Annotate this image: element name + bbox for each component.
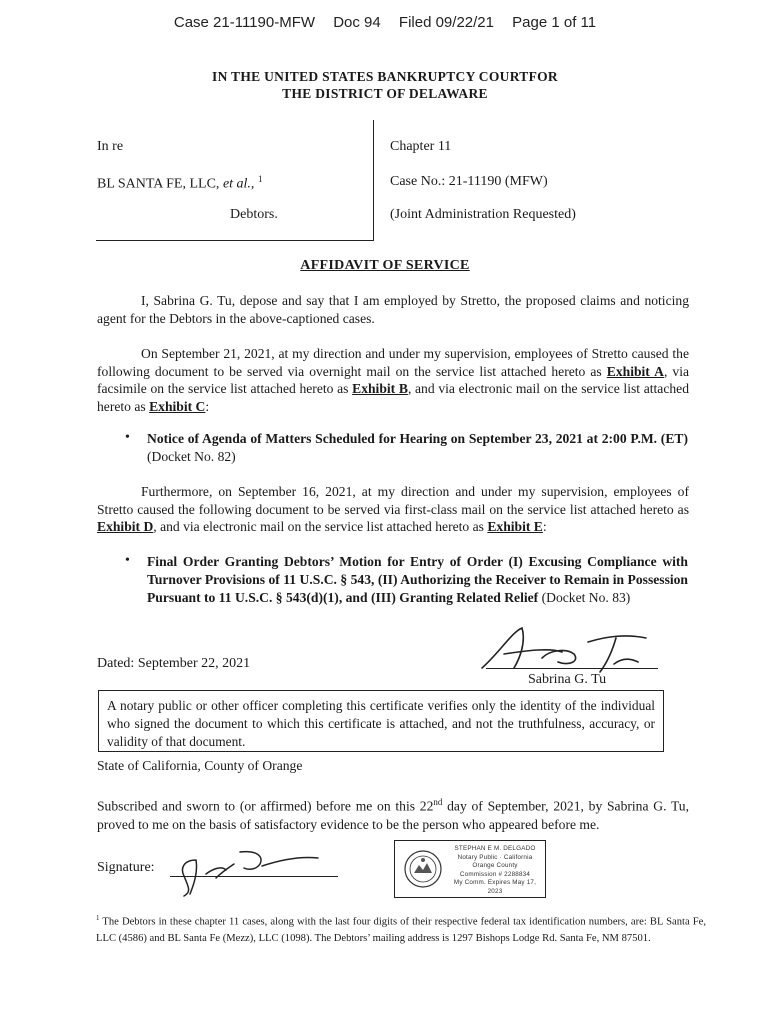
bullet-1-title: Notice of Agenda of Matters Scheduled for Hearing on September 23, 2021 at 2:00 P.M. (ET) [147,431,688,446]
paragraph-3 [97,483,689,536]
bullet-1-docket: (Docket No. 82) [147,449,236,464]
paragraph-1-text: I, Sabrina G. Tu, depose and say that I am employed by Stretto, the proposed claims and noticing agent for the Debtors in the above-captioned cases. [97,293,689,326]
paragraph-2-text-d: : [205,398,210,414]
dated-line: Dated: September 22, 2021 [97,656,251,671]
stamp-line-5: My Comm. Expires May 17, 2023 [453,879,537,895]
bullet-1 [147,430,688,466]
paragraph-2-text-b: , via facsimile on the service list attached hereto as [97,363,690,396]
subscribed-paragraph [97,793,689,834]
paragraph-3-text-a: Furthermore, on September 16, 2021, at my direction and under my supervision, employees of Stretto caused the following document to be served via first-class mail on the service list attached hereto as [97,484,689,517]
chapter: Chapter 11 [390,139,452,154]
et-al: et al., [222,176,255,192]
exhibit-e-ref: Exhibit E [487,519,543,534]
bullet-2-docket: (Docket No. 83) [538,590,631,605]
exhibit-b-ref: Exhibit B [352,381,408,396]
exhibit-a-ref: Exhibit A [606,363,664,379]
case-number: Case 21-11190-MFW [173,14,316,31]
court-line-2: THE DISTRICT OF DELAWARE [282,86,488,101]
notary-notice-box: A notary public or other officer completing this certificate verifies only the identity of the individual who signed the document to which this certificate is attached, and not the truthfulness, accuracy, or validity of that document. [98,690,664,752]
court-heading [160,68,610,102]
case-header [0,14,770,31]
bullet-2-title: Final Order Granting Debtors’ Motion for Entry of Order (I) Excusing Compliance with Turnover Provisions of 11 U.S.C. § 543, (II) Authorizing the Receiver to Remain in Possession Pursuant to 11 U.S.C. § 543(d)(1), and (III) Granting Related Relief [147,554,688,605]
bullet-2 [147,553,688,607]
paragraph-2 [97,345,689,415]
subscribed-text-b: day of September, 2021, by Sabrina G. Tu, proved to me on the basis of satisfactory evidence to be the person who appeared before me. [97,798,689,832]
debtor-name [97,174,262,193]
ordinal-suffix: nd [433,797,443,807]
filed-date: Filed 09/22/21 [398,14,494,31]
debtors-label: Debtors. [230,207,278,222]
notary-stamp-text [447,845,543,897]
affiant-signature-line [486,668,658,669]
page-number: Page 1 of 11 [512,14,597,31]
in-re: In re [97,139,124,154]
stamp-line-4: Commission # 2288834 [459,870,531,878]
footnote-text: The Debtors in these chapter 11 cases, along with the last four digits of their respective federal tax identification numbers, are: BL Santa Fe, LLC (4586) and BL Santa Fe (Mezz), LLC (1098). The Debtors’ mailing address is 1297 Bishops Lodge Rd. Santa Fe, NM 87501. [96,916,706,944]
debtor-name-text: BL SANTA FE, LLC, [97,176,220,192]
paragraph-1 [97,292,689,327]
paragraph-2-text-c: , and via electronic mail on the service list attached hereto as [97,381,689,414]
bullet-2-marker: • [125,553,130,568]
footnote [96,910,706,947]
paragraph-2-text-a: On September 21, 2021, at my direction and under my supervision, employees of Stretto caused the following document to be served via overnight mail on the service list attached hereto as [97,346,689,379]
bullet-1-marker: • [125,430,130,445]
signature-label: Signature: [97,860,155,875]
subscribed-text-a: Subscribed and sworn to (or affirmed) before me on this 22 [97,798,434,814]
footnote-ref: 1 [257,174,263,184]
notary-signature [170,838,330,900]
caption-underline [96,240,374,241]
stamp-line-3: Orange County [472,862,518,870]
case-no: Case No.: 21-11190 (MFW) [390,174,548,189]
joint-administration: (Joint Administration Requested) [390,207,576,222]
caption-divider [373,120,374,240]
doc-number: Doc 94 [333,14,381,31]
state-county: State of California, County of Orange [97,758,303,773]
signer-name: Sabrina G. Tu [528,672,607,687]
court-line-1: IN THE UNITED STATES BANKRUPTCY COURTFOR [212,69,558,84]
paragraph-3-text-b: , and via electronic mail on the service list attached hereto as [153,519,484,534]
document-title: AFFIDAVIT OF SERVICE [300,258,470,273]
paragraph-3-text-c: : [542,519,547,534]
notary-stamp [394,840,546,898]
stamp-line-1: STEPHAN E M. DELGADO [454,845,536,852]
stamp-line-2: Notary Public · California [457,853,533,861]
notary-seal-icon [403,849,443,889]
exhibit-c-ref: Exhibit C [149,398,206,414]
exhibit-d-ref: Exhibit D [97,519,154,534]
footnote-mark: 1 [96,914,100,922]
affiant-signature [470,622,670,678]
